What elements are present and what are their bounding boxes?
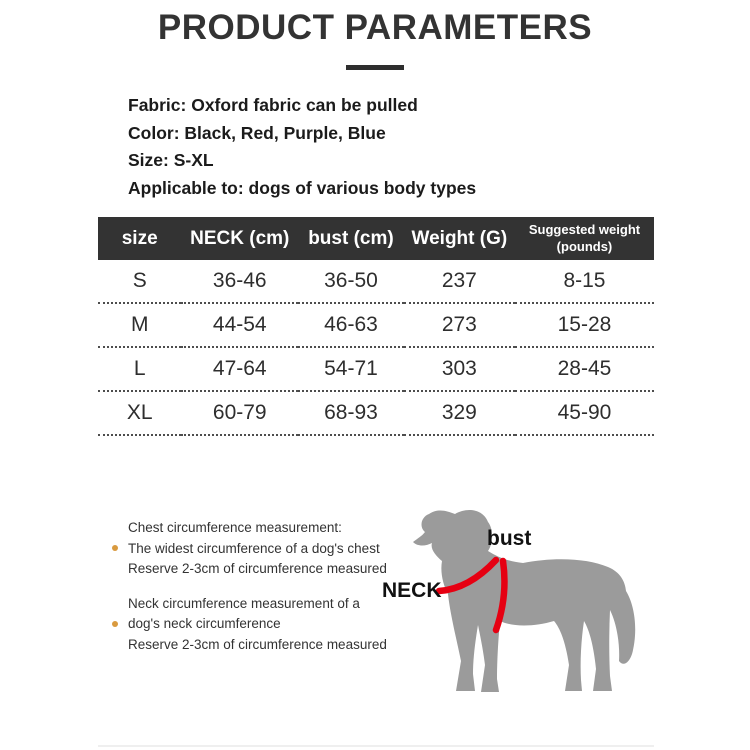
cell-weight: 273 [404, 303, 515, 347]
cell-neck: 47-64 [181, 347, 298, 391]
cell-bust: 68-93 [298, 391, 404, 435]
bust-label: bust [487, 527, 532, 550]
header-neck: NECK (cm) [181, 217, 298, 260]
cell-suggested: 15-28 [515, 303, 654, 347]
cell-suggested: 8-15 [515, 260, 654, 303]
cell-neck: 60-79 [181, 391, 298, 435]
bottom-divider [98, 745, 654, 747]
note-line: dog's neck circumference [128, 616, 281, 631]
size-chart-table [98, 217, 654, 436]
header-suggested-weight: Suggested weight (pounds) [515, 217, 654, 260]
cell-weight: 329 [404, 391, 515, 435]
cell-weight: 237 [404, 260, 515, 303]
title-underline [346, 65, 404, 70]
chest-measurement-note [112, 518, 402, 580]
cell-size: M [98, 303, 181, 347]
cell-suggested: 45-90 [515, 391, 654, 435]
cell-bust: 46-63 [298, 303, 404, 347]
table-row [98, 347, 654, 391]
cell-size: S [98, 260, 181, 303]
cell-size: XL [98, 391, 181, 435]
header-size: size [98, 217, 181, 260]
measurement-notes [112, 518, 402, 669]
neck-measurement-note [112, 594, 402, 656]
table-row [98, 260, 654, 303]
detail-size: Size: S-XL [128, 150, 214, 170]
header-weight: Weight (G) [404, 217, 515, 260]
table-header-row [98, 217, 654, 260]
note-line: Neck circumference measurement of a [128, 595, 360, 611]
detail-fabric: Fabric: Oxford fabric can be pulled [128, 95, 418, 115]
header-bust: bust (cm) [298, 217, 404, 260]
bullet-icon [112, 545, 118, 551]
note-line: Reserve 2-3cm of circumference measured [128, 561, 387, 576]
product-details [128, 92, 476, 202]
cell-weight: 303 [404, 347, 515, 391]
table-row [98, 303, 654, 347]
note-line: Reserve 2-3cm of circumference measured [128, 636, 387, 652]
cell-neck: 36-46 [181, 260, 298, 303]
bullet-icon [112, 621, 118, 627]
cell-suggested: 28-45 [515, 347, 654, 391]
table-row [98, 391, 654, 435]
cell-neck: 44-54 [181, 303, 298, 347]
detail-applicable: Applicable to: dogs of various body types [128, 177, 477, 198]
neck-label: NECK [382, 579, 442, 602]
cell-bust: 54-71 [298, 347, 404, 391]
note-line: Chest circumference measurement: [128, 520, 342, 535]
detail-color: Color: Black, Red, Purple, Blue [128, 122, 386, 143]
note-line: The widest circumference of a dog's chest [128, 540, 380, 556]
cell-size: L [98, 347, 181, 391]
cell-bust: 36-50 [298, 260, 404, 303]
page-title: PRODUCT PARAMETERS [157, 8, 593, 47]
